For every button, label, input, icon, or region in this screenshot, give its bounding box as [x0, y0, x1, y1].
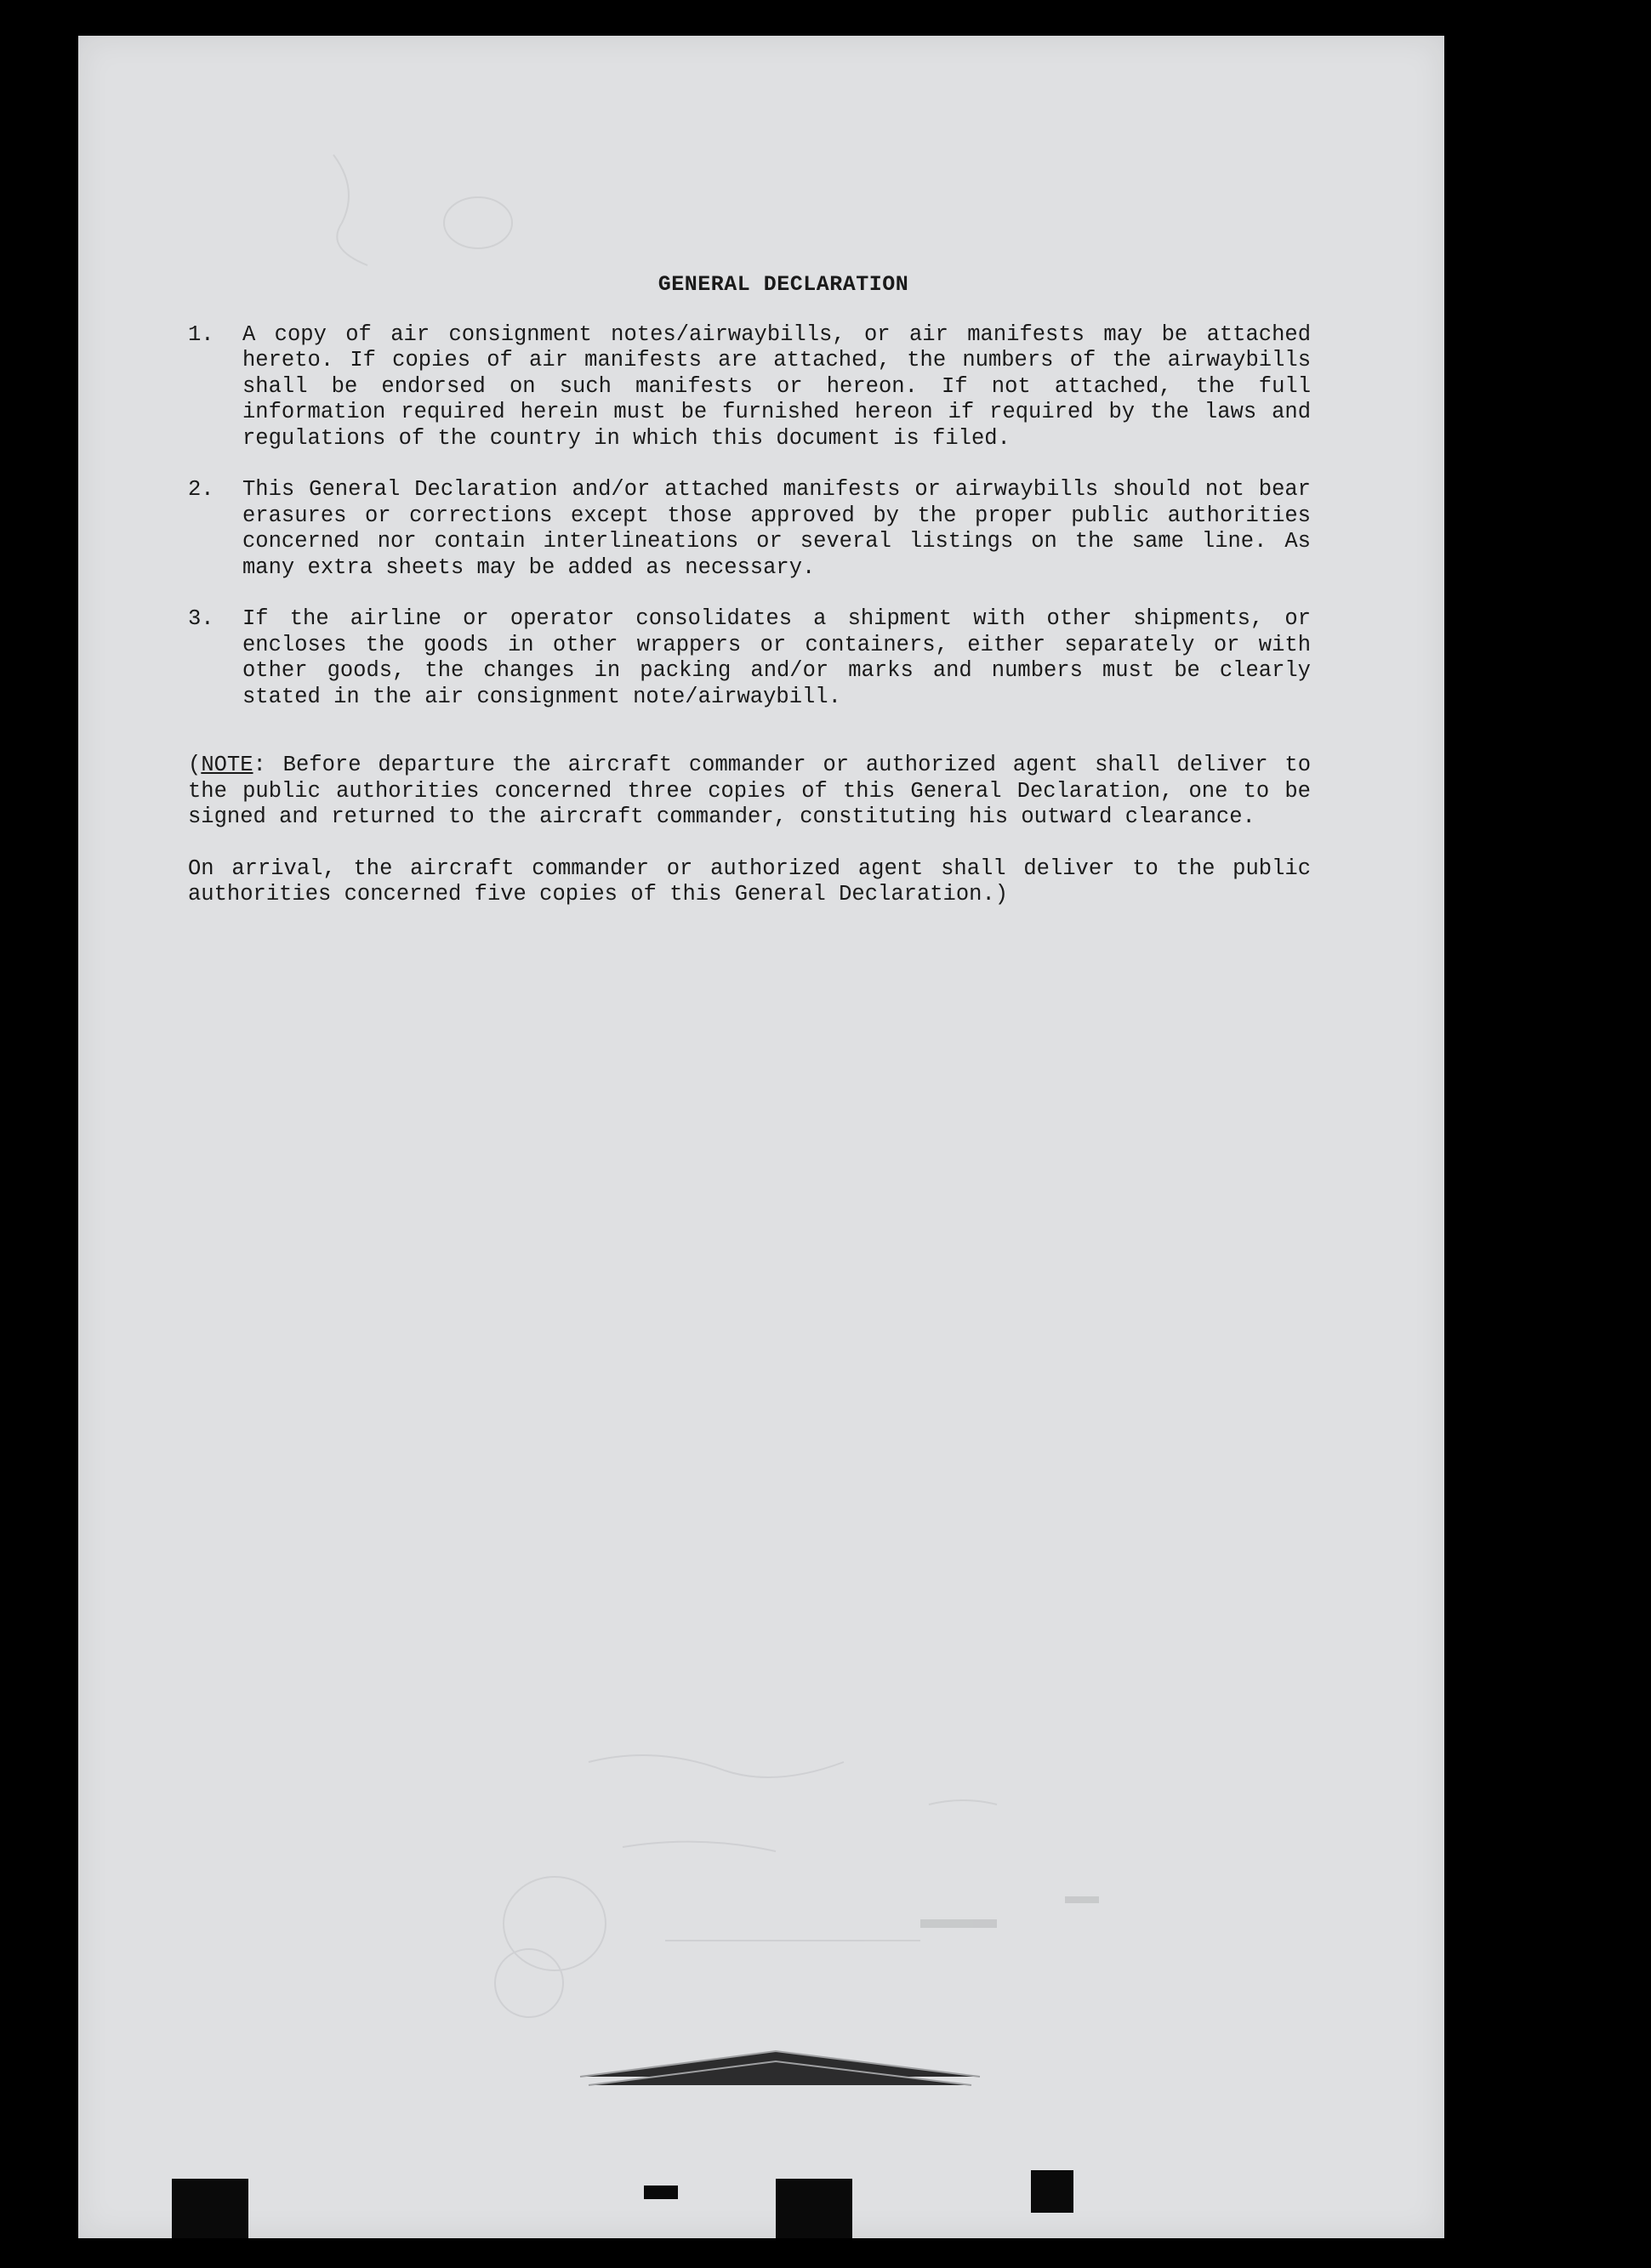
note-paragraph: [188, 753, 1311, 831]
item-text: If the airline or operator consolidates a shipment with other shipments, or encloses the goods in other wrappers or containers, either separately or with other goods, the changes in packing and/or marks and numbers must be clearly stated in the air consignment note/airwaybill.: [242, 606, 1311, 709]
list-item: [188, 322, 1311, 452]
page-title: GENERAL DECLARATION: [658, 272, 909, 297]
torn-edge-mark: [1031, 2170, 1073, 2213]
torn-edge-mark: [172, 2179, 248, 2238]
arrival-note-paragraph: On arrival, the aircraft commander or authorized agent shall deliver to the public authorities concerned five copies of this General Declaration.): [188, 855, 1311, 907]
item-number: 1.: [188, 321, 214, 347]
torn-edge-mark: [644, 2186, 678, 2199]
note-open-paren: (: [188, 753, 202, 777]
note-text: Before departure the aircraft commander or authorized agent shall deliver to the public authorities concerned three copies of this General Declaration, one to be signed and returned to the aircraft commander, constituting his outward clearance.: [188, 753, 1311, 829]
item-number: 2.: [188, 477, 214, 502]
list-item: [188, 477, 1311, 581]
torn-edge-mark: [776, 2179, 852, 2238]
note-colon: :: [253, 753, 266, 777]
document-body: [188, 272, 1311, 908]
item-text: A copy of air consignment notes/airwaybills, or air manifests may be attached hereto. If copies of air manifests are attached, the numbers of the airwaybills shall be endorsed on such manifests or hereon. If not attached, the full information required herein must be furnished hereon if required by the laws and regulations of the country in which this document is filed.: [242, 321, 1311, 451]
item-number: 3.: [188, 606, 214, 631]
item-text: This General Declaration and/or attached manifests or airwaybills should not bear erasures or corrections except those approved by the proper public authorities concerned nor contain interlineations or several listings on the same line. As many extra sheets may be added as necessary.: [242, 477, 1311, 580]
note-label: NOTE: [201, 753, 253, 777]
list-item: [188, 606, 1311, 710]
